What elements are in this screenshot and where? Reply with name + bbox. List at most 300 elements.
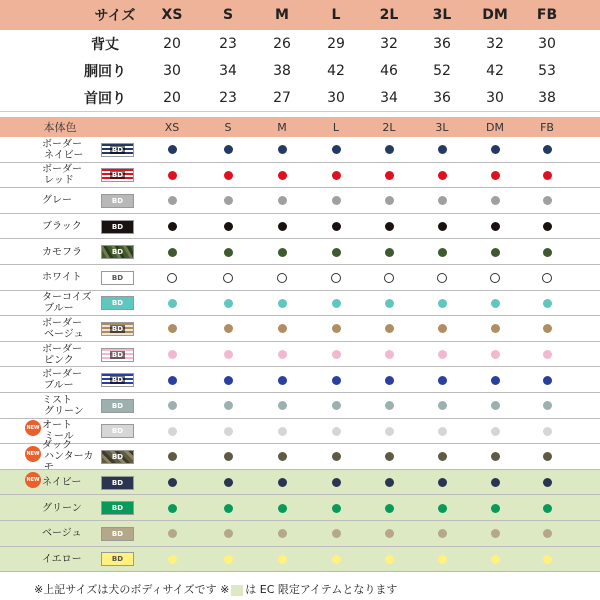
availability-cell (202, 137, 254, 163)
availability-cell (363, 547, 415, 573)
color-swatch (101, 271, 134, 285)
availability-cell (521, 239, 573, 265)
color-row (0, 291, 600, 317)
availability-dot (385, 529, 394, 538)
availability-dot (168, 504, 177, 513)
availability-cell (416, 393, 468, 419)
availability-cell (256, 214, 308, 240)
availability-dot (168, 376, 177, 385)
availability-dot (278, 299, 287, 308)
availability-dot (332, 299, 341, 308)
availability-dot (438, 324, 447, 333)
availability-cell (256, 342, 308, 368)
availability-dot (491, 427, 500, 436)
availability-cell (416, 239, 468, 265)
availability-cell (469, 547, 521, 573)
availability-dot (543, 452, 552, 461)
availability-dot (278, 350, 287, 359)
availability-cell (469, 214, 521, 240)
availability-cell (202, 495, 254, 521)
availability-dot (168, 196, 177, 205)
availability-cell (521, 188, 573, 214)
availability-dot (277, 273, 287, 283)
color-name-line: ブルー (44, 303, 74, 315)
color-name-line: ベージュ (42, 528, 82, 540)
availability-cell (416, 419, 468, 445)
availability-dot (332, 376, 341, 385)
availability-dot (224, 376, 233, 385)
color-name-line: オート (42, 420, 72, 432)
availability-cell (310, 291, 362, 317)
availability-dot (491, 350, 500, 359)
availability-cell (469, 367, 521, 393)
availability-cell (363, 495, 415, 521)
availability-dot (385, 222, 394, 231)
availability-dot (168, 299, 177, 308)
availability-dot (224, 427, 233, 436)
availability-cell (521, 137, 573, 163)
size-header-3L: 3L (432, 7, 452, 23)
color-name (42, 440, 100, 470)
availability-dot (491, 145, 500, 154)
color-name-line: ホワイト (42, 272, 82, 284)
availability-cell (363, 342, 415, 368)
color-swatch (101, 424, 134, 438)
size-row-label: 胴回り (84, 63, 126, 80)
availability-dot (332, 350, 341, 359)
color-name-line: ネイビー (42, 477, 82, 489)
color-name-line: ベージュ (44, 328, 84, 340)
availability-dot (543, 478, 552, 487)
availability-cell (363, 470, 415, 496)
availability-dot (224, 299, 233, 308)
color-swatch (101, 194, 134, 208)
size-header-FB: FB (536, 7, 558, 23)
color-swatch (101, 450, 134, 464)
availability-cell (469, 393, 521, 419)
color-name-line: ダック (42, 440, 72, 452)
color-row (0, 188, 600, 214)
availability-cell (146, 419, 198, 445)
color-name (42, 291, 100, 317)
availability-dot (224, 555, 233, 564)
swatch-label: BD (111, 350, 124, 359)
size-value: 26 (273, 35, 291, 52)
size-row (0, 84, 600, 111)
availability-cell (310, 342, 362, 368)
availability-dot (491, 196, 500, 205)
availability-dot (332, 529, 341, 538)
availability-cell (256, 419, 308, 445)
color-name-line: ミスト (42, 394, 72, 406)
availability-cell (256, 291, 308, 317)
availability-cell (202, 188, 254, 214)
availability-cell (469, 265, 521, 291)
size-header-DM: DM (482, 7, 508, 23)
color-swatch (101, 220, 134, 234)
availability-cell (310, 393, 362, 419)
availability-cell (146, 521, 198, 547)
availability-cell (469, 137, 521, 163)
availability-dot (278, 222, 287, 231)
availability-cell (521, 419, 573, 445)
availability-dot (491, 452, 500, 461)
availability-dot (385, 376, 394, 385)
availability-dot (332, 427, 341, 436)
availability-cell (521, 214, 573, 240)
size-value: 52 (433, 62, 451, 79)
availability-cell (256, 393, 308, 419)
availability-cell (521, 163, 573, 189)
color-header-2L: 2L (382, 120, 396, 134)
availability-cell (310, 239, 362, 265)
availability-cell (256, 495, 308, 521)
availability-cell (416, 265, 468, 291)
availability-cell (146, 495, 198, 521)
availability-dot (385, 427, 394, 436)
availability-cell (521, 444, 573, 470)
availability-dot (168, 452, 177, 461)
availability-cell (310, 163, 362, 189)
availability-cell (146, 163, 198, 189)
availability-dot (224, 222, 233, 231)
color-name (42, 265, 100, 291)
availability-dot (491, 529, 500, 538)
availability-cell (469, 470, 521, 496)
color-header-DM: DM (486, 120, 504, 134)
swatch-label: BD (111, 504, 124, 513)
availability-dot (491, 504, 500, 513)
availability-dot (385, 145, 394, 154)
color-name (42, 188, 100, 214)
color-name-line: ボーダー (42, 164, 82, 176)
availability-dot (331, 273, 341, 283)
availability-cell (416, 188, 468, 214)
color-name (42, 342, 100, 368)
size-value: 42 (327, 62, 345, 79)
size-value: 34 (380, 89, 398, 106)
swatch-label: BD (111, 145, 124, 154)
color-name (42, 521, 100, 547)
availability-dot (168, 324, 177, 333)
availability-cell (363, 316, 415, 342)
color-name-line: ボーダー (42, 369, 82, 381)
availability-cell (310, 265, 362, 291)
availability-dot (543, 529, 552, 538)
availability-cell (521, 265, 573, 291)
row-divider (0, 571, 600, 572)
size-value: 27 (273, 89, 291, 106)
availability-cell (202, 444, 254, 470)
color-row (0, 316, 600, 342)
swatch-label: BD (111, 427, 124, 436)
availability-dot (385, 299, 394, 308)
availability-dot (491, 401, 500, 410)
size-value: 30 (538, 35, 556, 52)
availability-cell (416, 444, 468, 470)
availability-cell (469, 239, 521, 265)
color-swatch (101, 245, 134, 259)
availability-cell (146, 188, 198, 214)
color-row (0, 440, 600, 470)
color-row (0, 239, 600, 265)
color-name-line: ボーダー (42, 317, 82, 329)
availability-dot (332, 196, 341, 205)
size-header-2L: 2L (379, 7, 399, 23)
color-name (42, 316, 100, 342)
color-name-line: イエロー (42, 553, 82, 565)
availability-dot (543, 401, 552, 410)
availability-dot (278, 478, 287, 487)
size-row-label: 背丈 (91, 36, 119, 53)
availability-dot (167, 273, 177, 283)
availability-dot (384, 273, 394, 283)
size-value: 46 (380, 62, 398, 79)
availability-cell (416, 291, 468, 317)
availability-dot (543, 427, 552, 436)
availability-cell (416, 137, 468, 163)
color-name-line: ブラック (42, 221, 82, 233)
availability-cell (469, 316, 521, 342)
swatch-label: BD (111, 273, 124, 282)
color-name (42, 163, 100, 189)
availability-dot (278, 427, 287, 436)
availability-dot (491, 555, 500, 564)
availability-cell (310, 137, 362, 163)
availability-dot (385, 478, 394, 487)
size-header-XS: XS (161, 7, 183, 23)
size-value: 38 (273, 62, 291, 79)
swatch-label: BD (111, 452, 124, 461)
availability-dot (385, 171, 394, 180)
availability-dot (543, 196, 552, 205)
availability-dot (278, 555, 287, 564)
availability-dot (168, 555, 177, 564)
availability-cell (469, 521, 521, 547)
availability-cell (521, 316, 573, 342)
availability-dot (224, 478, 233, 487)
availability-cell (363, 419, 415, 445)
availability-dot (278, 145, 287, 154)
availability-dot (332, 504, 341, 513)
availability-dot (278, 529, 287, 538)
color-header-FB: FB (540, 120, 554, 134)
availability-cell (469, 419, 521, 445)
availability-dot (385, 324, 394, 333)
availability-cell (146, 316, 198, 342)
color-row (0, 163, 600, 189)
color-row (0, 214, 600, 240)
availability-cell (146, 470, 198, 496)
availability-cell (416, 495, 468, 521)
availability-cell (363, 188, 415, 214)
availability-dot (332, 222, 341, 231)
size-value: 29 (327, 35, 345, 52)
divider (0, 111, 600, 112)
availability-cell (363, 163, 415, 189)
availability-dot (223, 273, 233, 283)
availability-cell (521, 547, 573, 573)
availability-cell (363, 393, 415, 419)
availability-cell (146, 214, 198, 240)
availability-dot (438, 452, 447, 461)
availability-cell (310, 316, 362, 342)
availability-cell (363, 265, 415, 291)
color-swatch (101, 296, 134, 310)
availability-dot (491, 376, 500, 385)
availability-cell (469, 163, 521, 189)
color-name (42, 470, 100, 496)
footer-text-before: ※上記サイズは犬のボディサイズです ※ (34, 583, 230, 596)
availability-dot (438, 427, 447, 436)
availability-cell (469, 495, 521, 521)
color-name-line: ネイビー (44, 149, 84, 161)
availability-dot (332, 555, 341, 564)
availability-dot (543, 299, 552, 308)
color-name-line: ボーダー (42, 138, 82, 150)
availability-dot (438, 222, 447, 231)
new-badge: NEW (25, 472, 41, 488)
color-row (0, 367, 600, 393)
availability-dot (385, 196, 394, 205)
availability-cell (202, 291, 254, 317)
availability-dot (385, 555, 394, 564)
availability-dot (490, 273, 500, 283)
availability-cell (416, 316, 468, 342)
availability-dot (543, 376, 552, 385)
availability-cell (256, 239, 308, 265)
swatch-label: BD (111, 401, 124, 410)
availability-dot (168, 350, 177, 359)
availability-dot (224, 504, 233, 513)
availability-dot (224, 350, 233, 359)
availability-dot (438, 196, 447, 205)
availability-dot (168, 248, 177, 257)
availability-dot (438, 504, 447, 513)
color-name (42, 495, 100, 521)
size-value: 38 (538, 89, 556, 106)
color-header-XS: XS (164, 120, 180, 134)
availability-cell (521, 495, 573, 521)
color-header-M: M (277, 120, 287, 134)
availability-cell (256, 163, 308, 189)
size-value: 20 (163, 89, 181, 106)
availability-dot (491, 324, 500, 333)
size-row (0, 30, 600, 57)
availability-dot (543, 171, 552, 180)
size-value: 20 (163, 35, 181, 52)
availability-cell (310, 470, 362, 496)
size-value: 36 (433, 35, 451, 52)
color-name-line: グリーン (44, 405, 84, 417)
color-swatch (101, 348, 134, 362)
availability-dot (491, 478, 500, 487)
availability-cell (363, 367, 415, 393)
availability-dot (278, 376, 287, 385)
availability-cell (256, 547, 308, 573)
availability-cell (202, 521, 254, 547)
availability-cell (310, 367, 362, 393)
availability-cell (146, 547, 198, 573)
footer-text-after: は EC 限定アイテムとなります (245, 583, 398, 596)
availability-dot (543, 555, 552, 564)
color-name-line: ミール (44, 431, 74, 443)
availability-dot (438, 299, 447, 308)
size-row-label: 首回り (84, 90, 126, 107)
color-row (0, 393, 600, 419)
swatch-label: BD (111, 478, 124, 487)
swatch-label: BD (111, 222, 124, 231)
availability-cell (146, 291, 198, 317)
availability-cell (146, 393, 198, 419)
availability-dot (438, 248, 447, 257)
availability-cell (363, 239, 415, 265)
color-row (0, 137, 600, 163)
size-table-header (0, 0, 600, 30)
color-swatch (101, 322, 134, 336)
ec-legend-swatch (231, 585, 243, 596)
availability-dot (168, 478, 177, 487)
availability-cell (202, 239, 254, 265)
availability-dot (438, 145, 447, 154)
availability-cell (310, 444, 362, 470)
availability-cell (146, 342, 198, 368)
availability-cell (416, 521, 468, 547)
availability-cell (256, 367, 308, 393)
availability-cell (256, 470, 308, 496)
availability-cell (310, 188, 362, 214)
availability-dot (438, 529, 447, 538)
color-name-line: ブルー (44, 380, 74, 392)
availability-cell (202, 470, 254, 496)
availability-dot (543, 248, 552, 257)
color-swatch (101, 552, 134, 566)
availability-dot (278, 452, 287, 461)
availability-dot (332, 171, 341, 180)
availability-dot (438, 478, 447, 487)
availability-dot (385, 350, 394, 359)
size-value: 30 (486, 89, 504, 106)
availability-cell (202, 342, 254, 368)
availability-cell (363, 444, 415, 470)
size-header-label: サイズ (94, 8, 136, 24)
availability-dot (385, 452, 394, 461)
availability-dot (332, 324, 341, 333)
color-name-line: ボーダー (42, 343, 82, 355)
availability-cell (416, 547, 468, 573)
color-name (42, 137, 100, 163)
size-value: 42 (486, 62, 504, 79)
swatch-label: BD (111, 171, 124, 180)
color-name-line: ターコイズ (42, 292, 92, 304)
availability-cell (521, 342, 573, 368)
availability-dot (438, 401, 447, 410)
color-row (0, 470, 600, 496)
availability-dot (385, 401, 394, 410)
availability-cell (202, 163, 254, 189)
color-header-S: S (224, 120, 232, 134)
availability-dot (543, 504, 552, 513)
color-row (0, 265, 600, 291)
availability-dot (278, 171, 287, 180)
color-name-line: ピンク (44, 354, 74, 366)
availability-cell (521, 521, 573, 547)
availability-cell (256, 188, 308, 214)
availability-cell (256, 137, 308, 163)
size-header-L: L (331, 7, 341, 23)
color-name-line: ハンターカ (44, 451, 94, 463)
color-name-line: グリーン (42, 502, 82, 514)
